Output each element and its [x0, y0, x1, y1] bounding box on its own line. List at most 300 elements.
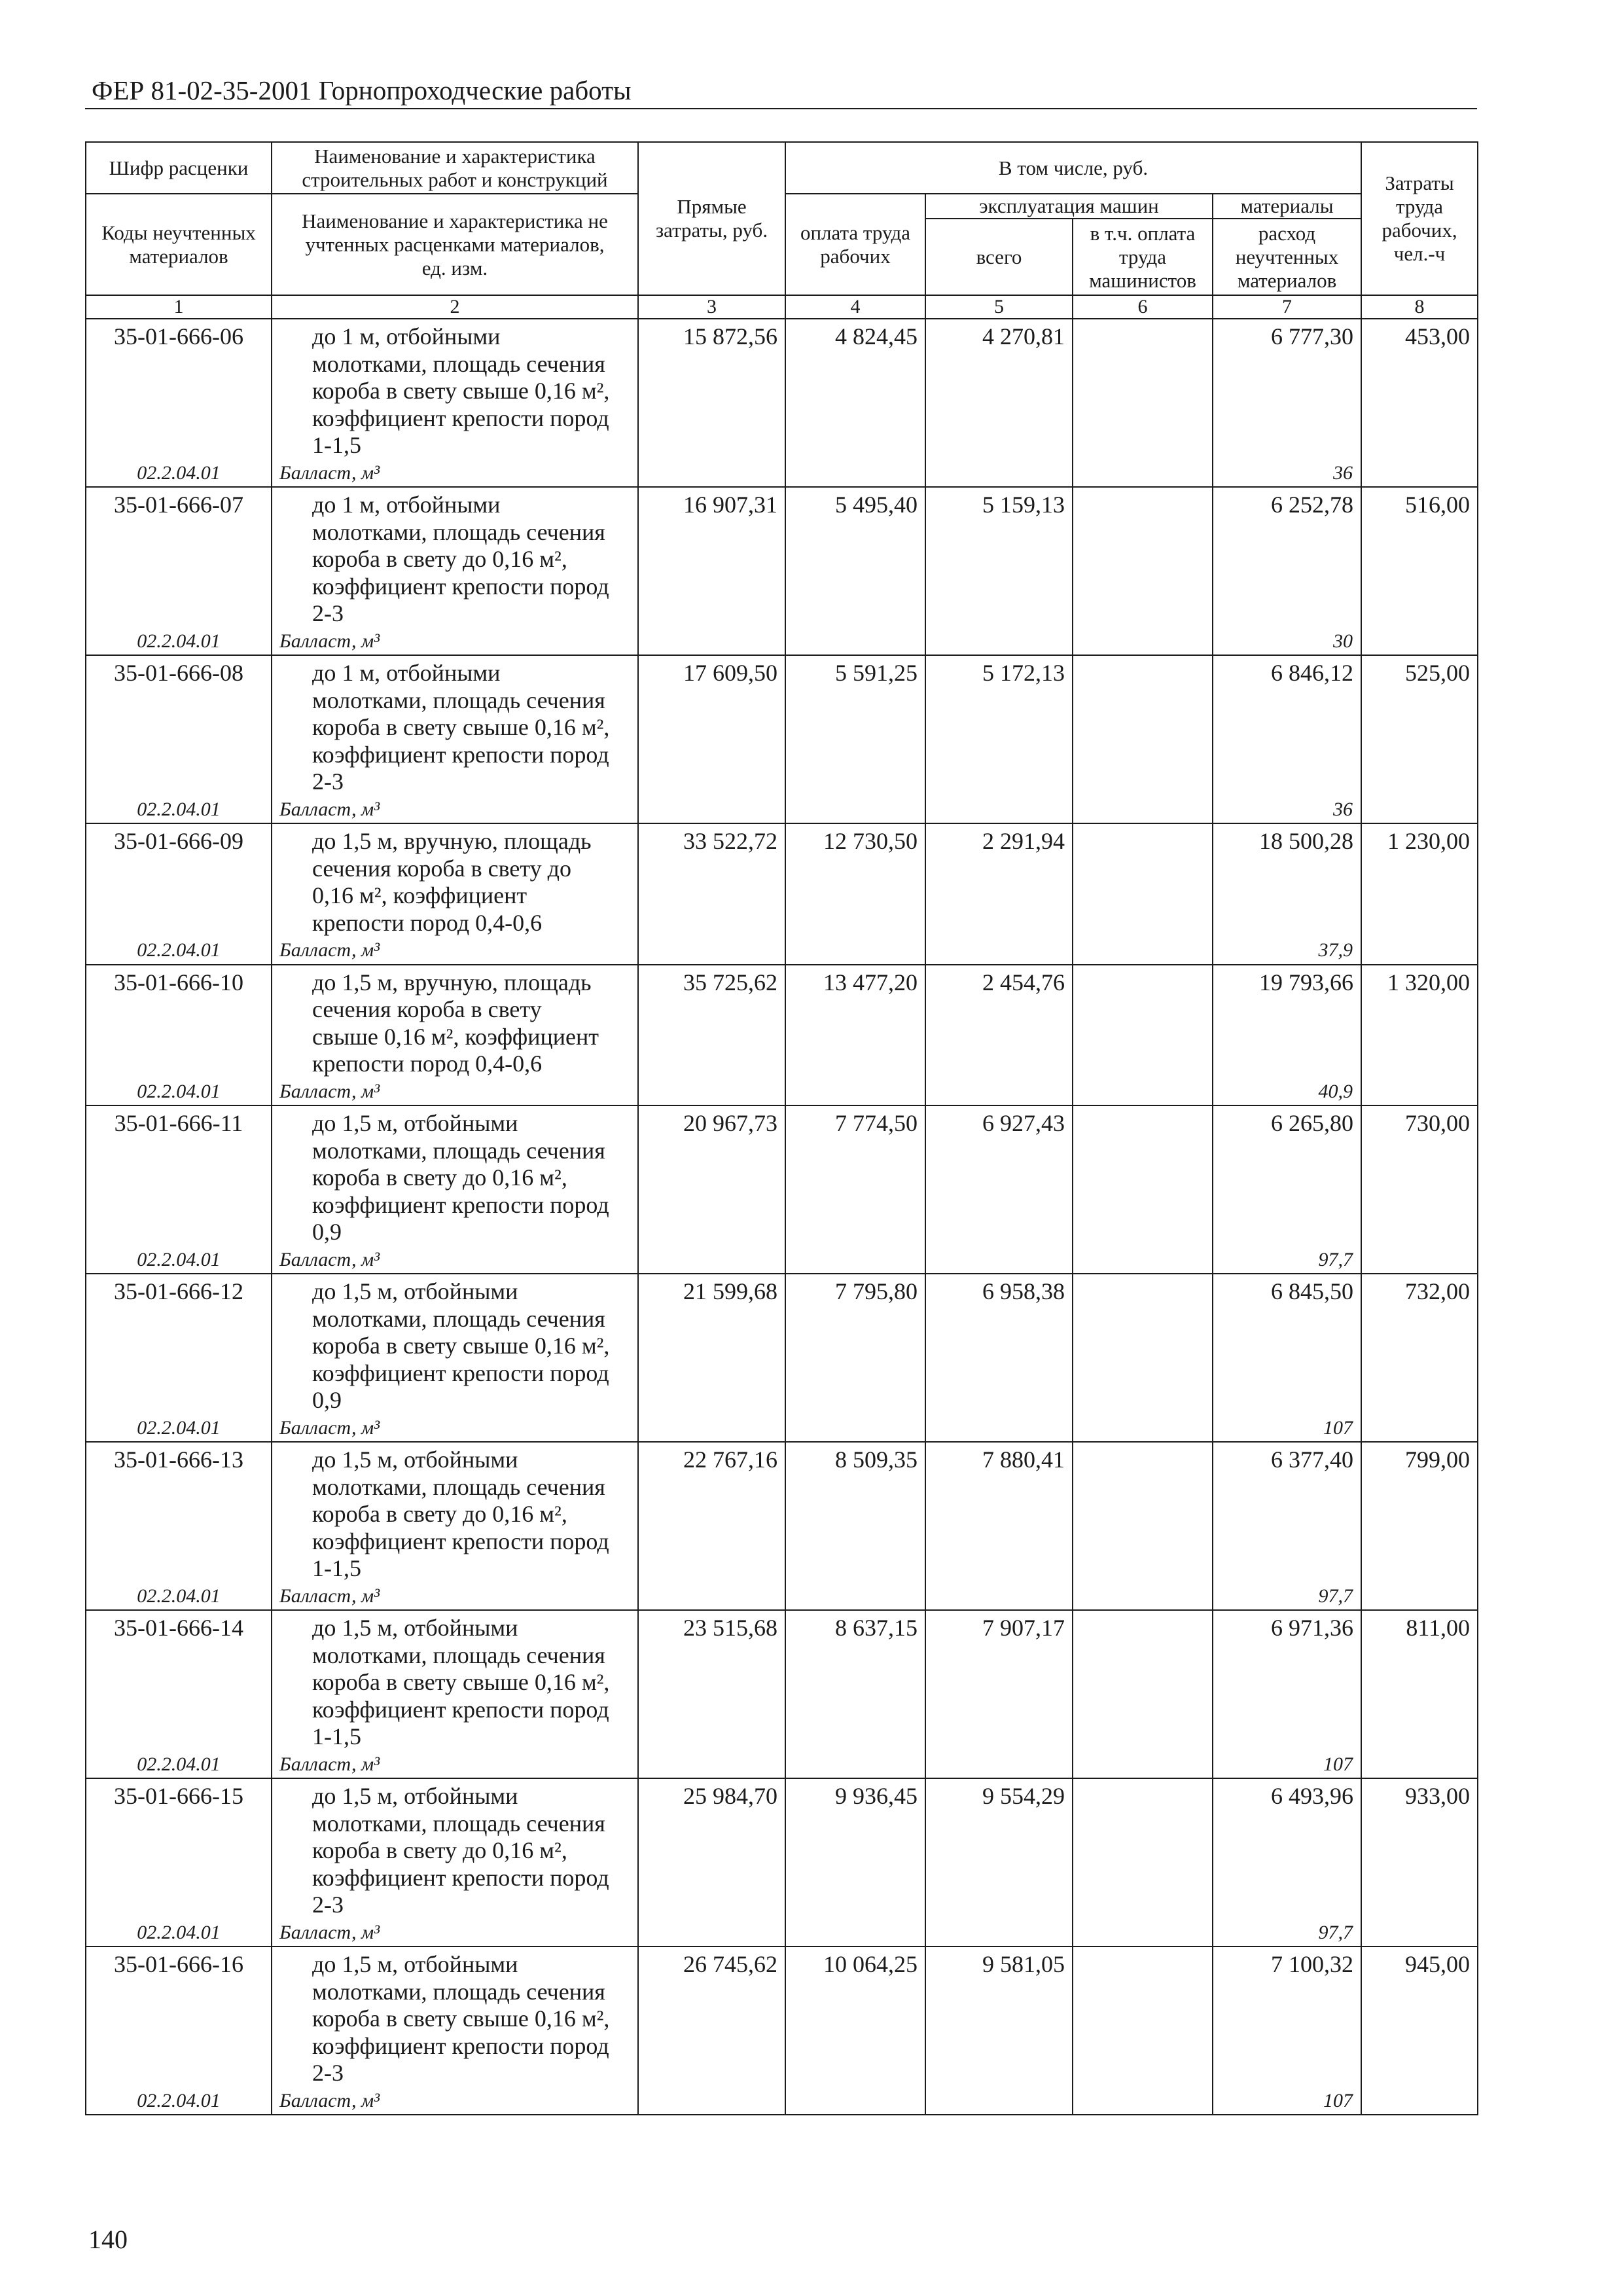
machines-total-cell-body: [926, 1779, 1072, 1946]
machines-total-cell-body: [926, 1611, 1072, 1778]
materials-cell: [1213, 1778, 1361, 1946]
description-line: 2-3: [312, 600, 344, 626]
materials-value: 18 500,28: [1259, 828, 1354, 854]
rate-row: [86, 655, 1478, 823]
materials-cell-body: [1213, 965, 1361, 1105]
code-cell-body: [86, 488, 271, 655]
worker-pay-cell: [785, 1778, 925, 1946]
description-cell-body: [272, 656, 637, 823]
machines-total-cell-body: [926, 656, 1072, 823]
labor-costs-cell: [1361, 487, 1478, 655]
description-cell: [272, 1778, 638, 1946]
machines-total-cell: [925, 655, 1073, 823]
direct-costs-cell: [638, 823, 785, 965]
labor-costs-value: 799,00: [1405, 1446, 1471, 1473]
machines-total-cell-body: [926, 488, 1072, 655]
rate-row: [86, 487, 1478, 655]
header-labor-costs-line: рабочих,: [1382, 219, 1457, 242]
rate-code: 35-01-666-16: [114, 1951, 243, 1977]
worker-pay-cell-body: [786, 1611, 925, 1778]
direct-costs-value: 25 984,70: [683, 1783, 777, 1809]
header-labor-costs-line: чел.-ч: [1393, 242, 1446, 265]
description-line: молотками, площадь сечения: [312, 687, 605, 713]
materials-value: 6 377,40: [1271, 1446, 1354, 1473]
labor-costs-cell-body: [1362, 656, 1477, 823]
code-cell-body: [86, 1274, 271, 1441]
machinist-pay-cell-body: [1073, 319, 1212, 486]
materials-cell: [1213, 1610, 1361, 1778]
machinist-pay-cell: [1073, 1778, 1213, 1946]
description-cell: [272, 965, 638, 1106]
material-name: Балласт, м³: [279, 1753, 380, 1775]
header-machine-operation-line: эксплуатация машин: [979, 194, 1159, 217]
code-cell: [86, 1274, 272, 1442]
materials-value: 7 100,32: [1271, 1951, 1354, 1977]
worker-pay-cell: [785, 655, 925, 823]
worker-pay-value: 13 477,20: [823, 969, 918, 996]
labor-costs-cell-body: [1362, 1611, 1477, 1778]
materials-cell-body: [1213, 824, 1361, 964]
direct-costs-cell-body: [639, 1443, 785, 1609]
machinist-pay-cell-body: [1073, 965, 1212, 1105]
description-cell: [272, 1274, 638, 1442]
machines-total-cell: [925, 1610, 1073, 1778]
materials-value: 6 777,30: [1271, 323, 1354, 350]
header-machinist-pay-line: машинистов: [1089, 268, 1196, 292]
rate-row: [86, 1274, 1478, 1442]
description-cell-body: [272, 1274, 637, 1441]
code-cell-body: [86, 319, 271, 486]
rate-row: [86, 1778, 1478, 1946]
labor-costs-value: 1 230,00: [1387, 828, 1471, 854]
description-cell-body: [272, 1947, 637, 2114]
code-cell: [86, 319, 272, 487]
material-code: 02.2.04.01: [137, 2089, 221, 2111]
direct-costs-cell: [638, 1105, 785, 1274]
materials-cell: [1213, 1274, 1361, 1442]
description-line: до 1 м, отбойными: [312, 323, 501, 350]
header-machinist-pay-line: в т.ч. оплата: [1090, 221, 1196, 245]
machines-total-value: 2 454,76: [982, 969, 1065, 996]
rate-row: [86, 319, 1478, 487]
direct-costs-value: 16 907,31: [683, 492, 777, 518]
description-line: 1-1,5: [312, 432, 361, 458]
description-cell-body: [272, 319, 637, 486]
materials-cell-body: [1213, 488, 1361, 655]
code-cell: [86, 823, 272, 965]
description-line: короба в свету до 0,16 м²,: [312, 546, 567, 572]
labor-costs-cell: [1361, 1274, 1478, 1442]
worker-pay-cell-body: [786, 1106, 925, 1273]
machines-total-value: 2 291,94: [982, 828, 1065, 854]
materials-cell: [1213, 1105, 1361, 1274]
rate-code: 35-01-666-15: [114, 1783, 243, 1809]
worker-pay-cell: [785, 319, 925, 487]
machines-total-cell-body: [926, 824, 1072, 964]
code-cell: [86, 1105, 272, 1274]
machines-total-cell: [925, 965, 1073, 1106]
labor-costs-value: 732,00: [1405, 1278, 1471, 1304]
description-line: сечения короба в свету до: [312, 855, 571, 882]
machines-total-value: 7 907,17: [982, 1615, 1065, 1641]
machines-total-cell-body: [926, 319, 1072, 486]
material-name: Балласт, м³: [279, 2089, 380, 2111]
material-code: 02.2.04.01: [137, 1080, 221, 1102]
labor-costs-value: 730,00: [1405, 1110, 1471, 1136]
description-line: коэффициент крепости пород: [312, 573, 609, 600]
description-cell-body: [272, 1443, 637, 1609]
material-code: 02.2.04.01: [137, 630, 221, 652]
material-name: Балласт, м³: [279, 1921, 380, 1943]
description-line: 1-1,5: [312, 1555, 361, 1581]
worker-pay-cell-body: [786, 1274, 925, 1441]
material-consumption: 97,7: [1318, 1585, 1353, 1607]
description-line: до 1,5 м, отбойными: [312, 1615, 518, 1641]
description-line: короба в свету свыше 0,16 м²,: [312, 2005, 610, 2032]
rate-code: 35-01-666-06: [114, 323, 243, 350]
machines-total-cell: [925, 1442, 1073, 1610]
materials-cell-body: [1213, 656, 1361, 823]
direct-costs-value: 33 522,72: [683, 828, 777, 854]
description-line: 2-3: [312, 768, 344, 795]
description-line: до 1,5 м, отбойными: [312, 1951, 518, 1977]
materials-cell-body: [1213, 1779, 1361, 1946]
worker-pay-value: 5 591,25: [835, 660, 918, 686]
rate-row: [86, 965, 1478, 1106]
materials-value: 6 493,96: [1271, 1783, 1354, 1809]
materials-value: 19 793,66: [1259, 969, 1354, 996]
description-line: коэффициент крепости пород: [312, 741, 609, 768]
machinist-pay-cell: [1073, 1946, 1213, 2115]
direct-costs-value: 20 967,73: [683, 1110, 777, 1136]
description-line: коэффициент крепости пород: [312, 1359, 609, 1386]
description-line: молотками, площадь сечения: [312, 1137, 605, 1164]
material-name: Балласт, м³: [279, 1080, 380, 1102]
labor-costs-value: 525,00: [1405, 660, 1471, 686]
materials-cell-body: [1213, 1274, 1361, 1441]
description-line: молотками, площадь сечения: [312, 1978, 605, 2005]
description-line: короба в свету до 0,16 м²,: [312, 1837, 567, 1863]
description-line: сечения короба в свету: [312, 996, 542, 1022]
material-name: Балласт, м³: [279, 461, 380, 484]
material-code: 02.2.04.01: [137, 1248, 221, 1270]
machinist-pay-cell-body: [1073, 1947, 1212, 2114]
worker-pay-cell-body: [786, 488, 925, 655]
description-line: до 1,5 м, отбойными: [312, 1110, 518, 1136]
materials-cell-body: [1213, 319, 1361, 486]
machinist-pay-cell: [1073, 965, 1213, 1106]
header-machinist-pay: [1073, 219, 1213, 295]
labor-costs-cell-body: [1362, 319, 1477, 486]
header-labor-costs-line: Затраты: [1385, 171, 1454, 194]
machines-total-cell-body: [926, 1947, 1072, 2114]
description-line: короба в свету свыше 0,16 м²,: [312, 1669, 610, 1695]
machinist-pay-cell-body: [1073, 824, 1212, 964]
machinist-pay-cell: [1073, 1274, 1213, 1442]
machines-total-cell-body: [926, 1443, 1072, 1609]
rate-row: [86, 1105, 1478, 1274]
rate-row: [86, 1610, 1478, 1778]
materials-value: 6 971,36: [1271, 1615, 1354, 1641]
description-line: до 1 м, отбойными: [312, 660, 501, 686]
material-name: Балласт, м³: [279, 1585, 380, 1607]
machinist-pay-cell-body: [1073, 488, 1212, 655]
materials-value: 6 846,12: [1271, 660, 1354, 686]
code-cell-body: [86, 965, 271, 1105]
labor-costs-cell-body: [1362, 965, 1477, 1105]
machinist-pay-cell: [1073, 1610, 1213, 1778]
code-cell-body: [86, 656, 271, 823]
machines-total-cell-body: [926, 1106, 1072, 1273]
header-material-consumption: [1213, 219, 1361, 295]
worker-pay-cell: [785, 965, 925, 1106]
materials-cell: [1213, 1442, 1361, 1610]
description-cell: [272, 1610, 638, 1778]
header-machines-total: [925, 219, 1073, 295]
worker-pay-cell: [785, 1274, 925, 1442]
machinist-pay-cell-body: [1073, 1106, 1212, 1273]
description-line: до 1,5 м, отбойными: [312, 1278, 518, 1304]
rate-code: 35-01-666-14: [114, 1615, 243, 1641]
description-line: 2-3: [312, 1892, 344, 1918]
worker-pay-value: 9 936,45: [835, 1783, 918, 1809]
header-unaccounted-codes: [86, 194, 272, 295]
direct-costs-cell-body: [639, 319, 785, 486]
rate-code: 35-01-666-08: [114, 660, 243, 686]
direct-costs-cell: [638, 965, 785, 1106]
description-cell: [272, 1442, 638, 1610]
worker-pay-value: 12 730,50: [823, 828, 918, 854]
description-line: коэффициент крепости пород: [312, 404, 609, 431]
description-cell: [272, 1946, 638, 2115]
header-material-name: [272, 194, 638, 295]
rate-row: [86, 1946, 1478, 2115]
direct-costs-cell: [638, 319, 785, 487]
machines-total-cell: [925, 823, 1073, 965]
material-code: 02.2.04.01: [137, 798, 221, 820]
header-row-1: [86, 142, 1478, 194]
code-cell: [86, 655, 272, 823]
direct-costs-cell: [638, 1778, 785, 1946]
description-line: до 1,5 м, вручную, площадь: [312, 828, 592, 854]
labor-costs-value: 811,00: [1406, 1615, 1471, 1641]
description-cell-body: [272, 965, 637, 1105]
description-line: до 1,5 м, вручную, площадь: [312, 969, 592, 996]
description-line: коэффициент крепости пород: [312, 1864, 609, 1891]
machines-total-cell: [925, 1778, 1073, 1946]
material-consumption: 40,9: [1318, 1080, 1353, 1102]
material-name: Балласт, м³: [279, 630, 380, 652]
description-line: 0,9: [312, 1387, 342, 1413]
code-cell-body: [86, 1779, 271, 1946]
labor-costs-cell-body: [1362, 1779, 1477, 1946]
header-material-consumption-line: расход: [1258, 221, 1316, 245]
running-title: ФЕР 81-02-35-2001 Горнопроходческие работы: [92, 75, 632, 105]
labor-costs-cell: [1361, 1946, 1478, 2115]
header-unaccounted-codes-line: материалов: [129, 244, 228, 268]
description-line: молотками, площадь сечения: [312, 350, 605, 377]
materials-value: 6 845,50: [1271, 1278, 1354, 1304]
description-line: короба в свету до 0,16 м²,: [312, 1501, 567, 1527]
description-line: 2-3: [312, 2060, 344, 2086]
materials-cell: [1213, 823, 1361, 965]
column-number: 6: [1073, 295, 1213, 319]
header-unaccounted-codes-line: Коды неучтенных: [101, 221, 256, 244]
worker-pay-cell-body: [786, 1443, 925, 1609]
direct-costs-cell-body: [639, 1106, 785, 1273]
labor-costs-value: 453,00: [1405, 323, 1471, 350]
code-cell: [86, 965, 272, 1106]
materials-cell: [1213, 965, 1361, 1106]
machines-total-value: 6 927,43: [982, 1110, 1065, 1136]
materials-cell-body: [1213, 1611, 1361, 1778]
header-material-name-line: учтенных расценками материалов,: [305, 232, 605, 256]
material-consumption: 107: [1323, 1753, 1353, 1775]
worker-pay-value: 7 774,50: [835, 1110, 918, 1136]
code-cell-body: [86, 824, 271, 964]
direct-costs-value: 23 515,68: [683, 1615, 777, 1641]
machinist-pay-cell: [1073, 319, 1213, 487]
header-code: [86, 142, 272, 194]
column-number: 5: [925, 295, 1073, 319]
direct-costs-value: 17 609,50: [683, 660, 777, 686]
header-direct-costs-line: затраты, руб.: [655, 219, 768, 242]
labor-costs-cell: [1361, 1778, 1478, 1946]
code-cell-body: [86, 1106, 271, 1273]
material-consumption: 30: [1333, 630, 1353, 652]
machinist-pay-cell-body: [1073, 1274, 1212, 1441]
worker-pay-cell: [785, 1610, 925, 1778]
table-body: [86, 319, 1478, 2115]
description-line: коэффициент крепости пород: [312, 1191, 609, 1218]
code-cell-body: [86, 1443, 271, 1609]
machinist-pay-cell: [1073, 823, 1213, 965]
header-including-line: В том числе, руб.: [998, 156, 1149, 179]
header-work-name: [272, 142, 638, 194]
description-line: 0,16 м², коэффициент: [312, 882, 527, 908]
description-line: коэффициент крепости пород: [312, 1696, 609, 1723]
column-number: 3: [638, 295, 785, 319]
machines-total-cell: [925, 319, 1073, 487]
rate-code: 35-01-666-11: [114, 1110, 243, 1136]
direct-costs-cell-body: [639, 824, 785, 964]
worker-pay-cell-body: [786, 319, 925, 486]
labor-costs-cell-body: [1362, 1274, 1477, 1441]
header-machine-operation: [925, 194, 1213, 219]
labor-costs-cell-body: [1362, 1947, 1477, 2114]
labor-costs-cell-body: [1362, 1443, 1477, 1609]
worker-pay-value: 5 495,40: [835, 492, 918, 518]
column-number: 1: [86, 295, 272, 319]
description-line: молотками, площадь сечения: [312, 1810, 605, 1837]
machinist-pay-cell-body: [1073, 1779, 1212, 1946]
description-line: крепости пород 0,4-0,6: [312, 909, 543, 936]
worker-pay-cell-body: [786, 824, 925, 964]
material-code: 02.2.04.01: [137, 461, 221, 484]
header-material-name-line: Наименование и характеристика не: [302, 209, 608, 232]
worker-pay-value: 8 637,15: [835, 1615, 918, 1641]
direct-costs-cell-body: [639, 1947, 785, 2114]
description-cell-body: [272, 488, 637, 655]
header-direct-costs: [638, 142, 785, 295]
description-line: свыше 0,16 м², коэффициент: [312, 1023, 599, 1050]
description-cell: [272, 319, 638, 487]
direct-costs-cell: [638, 487, 785, 655]
worker-pay-cell: [785, 1105, 925, 1274]
machines-total-cell: [925, 1946, 1073, 2115]
machines-total-cell-body: [926, 1274, 1072, 1441]
description-line: короба в свету свыше 0,16 м²,: [312, 378, 610, 404]
description-line: короба в свету свыше 0,16 м²,: [312, 1333, 610, 1359]
worker-pay-value: 10 064,25: [823, 1951, 918, 1977]
worker-pay-value: 8 509,35: [835, 1446, 918, 1473]
machines-total-cell: [925, 1105, 1073, 1274]
labor-costs-cell: [1361, 655, 1478, 823]
description-cell-body: [272, 824, 637, 964]
column-number: 2: [272, 295, 638, 319]
description-line: молотками, площадь сечения: [312, 518, 605, 545]
labor-costs-value: 945,00: [1405, 1951, 1471, 1977]
header-material-consumption-line: неучтенных: [1235, 245, 1339, 268]
description-line: крепости пород 0,4-0,6: [312, 1050, 543, 1077]
column-number: 7: [1213, 295, 1361, 319]
materials-cell-body: [1213, 1106, 1361, 1273]
material-name: Балласт, м³: [279, 939, 380, 961]
header-machinist-pay-line: труда: [1118, 245, 1167, 268]
table-header: [86, 142, 1478, 319]
rate-row: [86, 1442, 1478, 1610]
material-name: Балласт, м³: [279, 1248, 380, 1270]
description-line: короба в свету до 0,16 м²,: [312, 1164, 567, 1191]
worker-pay-cell: [785, 1946, 925, 2115]
rate-code: 35-01-666-07: [114, 492, 243, 518]
direct-costs-cell: [638, 1610, 785, 1778]
material-code: 02.2.04.01: [137, 1416, 221, 1439]
labor-costs-cell: [1361, 1442, 1478, 1610]
description-cell: [272, 655, 638, 823]
materials-cell: [1213, 655, 1361, 823]
header-labor-costs-line: труда: [1395, 195, 1444, 218]
labor-costs-value: 516,00: [1405, 492, 1471, 518]
column-number: 8: [1361, 295, 1478, 319]
worker-pay-cell-body: [786, 1947, 925, 2114]
materials-value: 6 252,78: [1271, 492, 1354, 518]
materials-cell: [1213, 487, 1361, 655]
header-materials: [1213, 194, 1361, 219]
header-material-consumption-line: материалов: [1237, 268, 1337, 292]
code-cell: [86, 487, 272, 655]
worker-pay-cell: [785, 823, 925, 965]
code-cell-body: [86, 1947, 271, 2114]
header-code-line: Шифр расценки: [109, 156, 249, 179]
description-line: короба в свету свыше 0,16 м²,: [312, 714, 610, 740]
code-cell: [86, 1442, 272, 1610]
machinist-pay-cell-body: [1073, 656, 1212, 823]
labor-costs-value: 933,00: [1405, 1783, 1471, 1809]
material-name: Балласт, м³: [279, 1416, 380, 1439]
material-code: 02.2.04.01: [137, 939, 221, 961]
machinist-pay-cell: [1073, 487, 1213, 655]
description-line: коэффициент крепости пород: [312, 2032, 609, 2059]
material-consumption: 36: [1333, 461, 1353, 484]
header-labor-costs: [1361, 142, 1478, 295]
material-code: 02.2.04.01: [137, 1921, 221, 1943]
materials-cell-body: [1213, 1947, 1361, 2114]
direct-costs-cell-body: [639, 656, 785, 823]
direct-costs-value: 26 745,62: [683, 1951, 777, 1977]
code-cell: [86, 1610, 272, 1778]
direct-costs-cell-body: [639, 1611, 785, 1778]
